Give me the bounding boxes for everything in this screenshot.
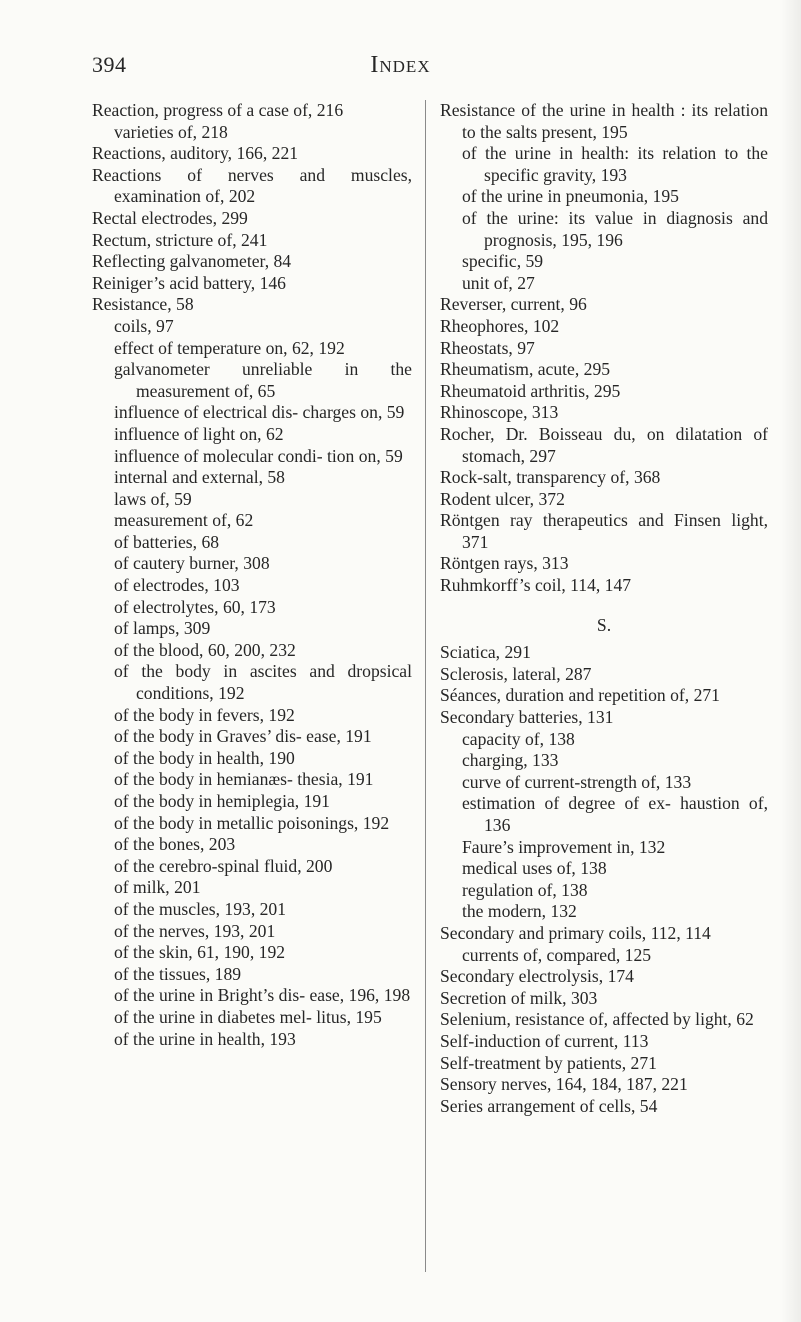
index-subentry: unit of, 27 [462,272,535,293]
index-entry: Ruhmkorff’s coil, 114, 147 [440,575,632,596]
index-subentry: of the urine in health: its relation to the specific gravity, 193 [462,143,768,185]
section-letter: S. [596,614,612,635]
index-subentry: of the urine in diabetes mel- litus, 195 [114,1006,382,1027]
index-subentry: currents of, compared, 125 [462,944,652,965]
index-entry: Selenium, resistance of, affected by light, 62 [440,1009,754,1030]
index-subentry: of the body in ascites and dropsical conditions, 192 [114,661,412,704]
index-subentry: curve of current-strength of, 133 [462,771,692,792]
index-subentry: regulation of, 138 [462,879,588,900]
index-subentry: of electrodes, 103 [114,575,240,596]
index-entry: Resistance, 58 [92,294,194,315]
index-entry: Rectal electrodes, 299 [92,207,248,228]
index-subentry: of the body in health, 190 [114,747,295,768]
index-subentry: the modern, 132 [462,901,577,922]
index-entry: Séances, duration and repetition of, 271 [440,685,720,706]
index-subentry: of electrolytes, 60, 173 [114,596,276,617]
index-entry: Reactions, auditory, 166, 221 [92,143,299,164]
index-subentry: effect of temperature on, 62, 192 [114,337,345,358]
index-subentry: of the cerebro-spinal fluid, 200 [114,855,333,876]
running-head: Index [370,52,431,78]
index-subentry: of the body in fevers, 192 [114,704,295,725]
index-entry: Reactions of nerves and muscles, examination of, 202 [92,164,412,207]
index-entry: Resistance of the urine in health : its relation to the salts present, 195 [440,100,768,142]
index-entry: Secondary batteries, 131 [440,707,614,728]
index-subentry: of cautery burner, 308 [114,553,270,574]
index-subentry: medical uses of, 138 [462,858,607,879]
index-subentry: varieties of, 218 [114,121,228,142]
index-entry: Secondary and primary coils, 112, 114 [440,922,711,943]
index-subentry: of the urine in health, 193 [114,1028,296,1049]
index-subentry: of the body in metallic poisonings, 192 [114,812,390,833]
index-subentry: of the body in hemiplegia, 191 [114,791,330,811]
index-entry: Reaction, progress of a case of, 216 [92,100,344,120]
index-subentry: of the blood, 60, 200, 232 [114,639,296,660]
index-subentry: measurement of, 62 [114,510,254,531]
index-subentry: charging, 133 [462,750,559,771]
index-entry: Röntgen rays, 313 [440,553,569,574]
index-subentry: laws of, 59 [114,488,192,509]
index-entry: Series arrangement of cells, 54 [440,1095,658,1116]
index-subentry: internal and external, 58 [114,467,285,488]
index-entry: Röntgen ray therapeutics and Finsen light, 371 [440,510,768,552]
index-entry: Sclerosis, lateral, 287 [440,663,592,684]
index-entry: Rocher, Dr. Boisseau du, on dilatation of stomach, 297 [440,423,768,466]
index-entry: Reiniger’s acid battery, 146 [92,272,286,293]
index-entry: Rheostats, 97 [440,337,535,358]
index-entry: Rheophores, 102 [440,315,560,336]
page-header [0,52,801,92]
index-subentry: of the body in Graves’ dis- ease, 191 [114,726,372,747]
index-entry: Rodent ulcer, 372 [440,488,565,509]
index-entry: Reverser, current, 96 [440,294,587,315]
right-column [440,100,768,1117]
index-subentry: influence of electrical dis- charges on, 59 [114,402,405,423]
column-divider [425,100,426,1272]
index-entry: Rectum, stricture of, 241 [92,229,268,250]
index-entry: Sensory nerves, 164, 184, 187, 221 [440,1074,688,1095]
index-subentry: of the tissues, 189 [114,963,242,984]
index-entry: Sciatica, 291 [440,642,531,663]
index-subentry: Faure’s improvement in, 132 [462,836,666,857]
index-subentry: of the urine in Bright’s dis- ease, 196, 198 [114,985,411,1006]
index-subentry: specific, 59 [462,251,544,272]
page-number: 394 [92,52,127,77]
index-subentry: of the urine: its value in diagnosis and prognosis, 195, 196 [462,207,768,250]
index-subentry: of the skin, 61, 190, 192 [114,942,286,963]
index-entry: Rheumatism, acute, 295 [440,359,611,380]
index-subentry: of the muscles, 193, 201 [114,898,287,919]
index-subentry: capacity of, 138 [462,728,575,749]
index-subentry: of the nerves, 193, 201 [114,920,276,941]
index-subentry: of the bones, 203 [114,834,236,855]
index-entry: Rock-salt, transparency of, 368 [440,467,661,488]
index-entry: Reflecting galvanometer, 84 [92,251,292,272]
index-subentry: of milk, 201 [114,877,201,898]
index-subentry: of batteries, 68 [114,531,220,552]
index-subentry: galvanometer unreliable in the measurement of, 65 [114,359,412,401]
index-subentry: influence of light on, 62 [114,423,284,444]
page-edge-shadow [781,0,801,1322]
index-subentry: of the urine in pneumonia, 195 [462,186,679,207]
index-entry: Self-induction of current, 113 [440,1030,649,1051]
index-subentry: coils, 97 [114,315,174,336]
index-subentry: estimation of degree of ex- haustion of, 136 [462,793,768,835]
index-entry: Rhinoscope, 313 [440,402,559,423]
index-entry: Secretion of milk, 303 [440,987,598,1008]
index-entry: Secondary electrolysis, 174 [440,966,634,987]
index-subentry: of the body in hemianæs- thesia, 191 [114,769,374,790]
index-entry: Self-treatment by patients, 271 [440,1052,657,1073]
left-column [92,100,412,1050]
index-subentry: of lamps, 309 [114,618,211,639]
index-subentry: influence of molecular condi- tion on, 59 [114,445,403,466]
index-entry: Rheumatoid arthritis, 295 [440,380,621,401]
